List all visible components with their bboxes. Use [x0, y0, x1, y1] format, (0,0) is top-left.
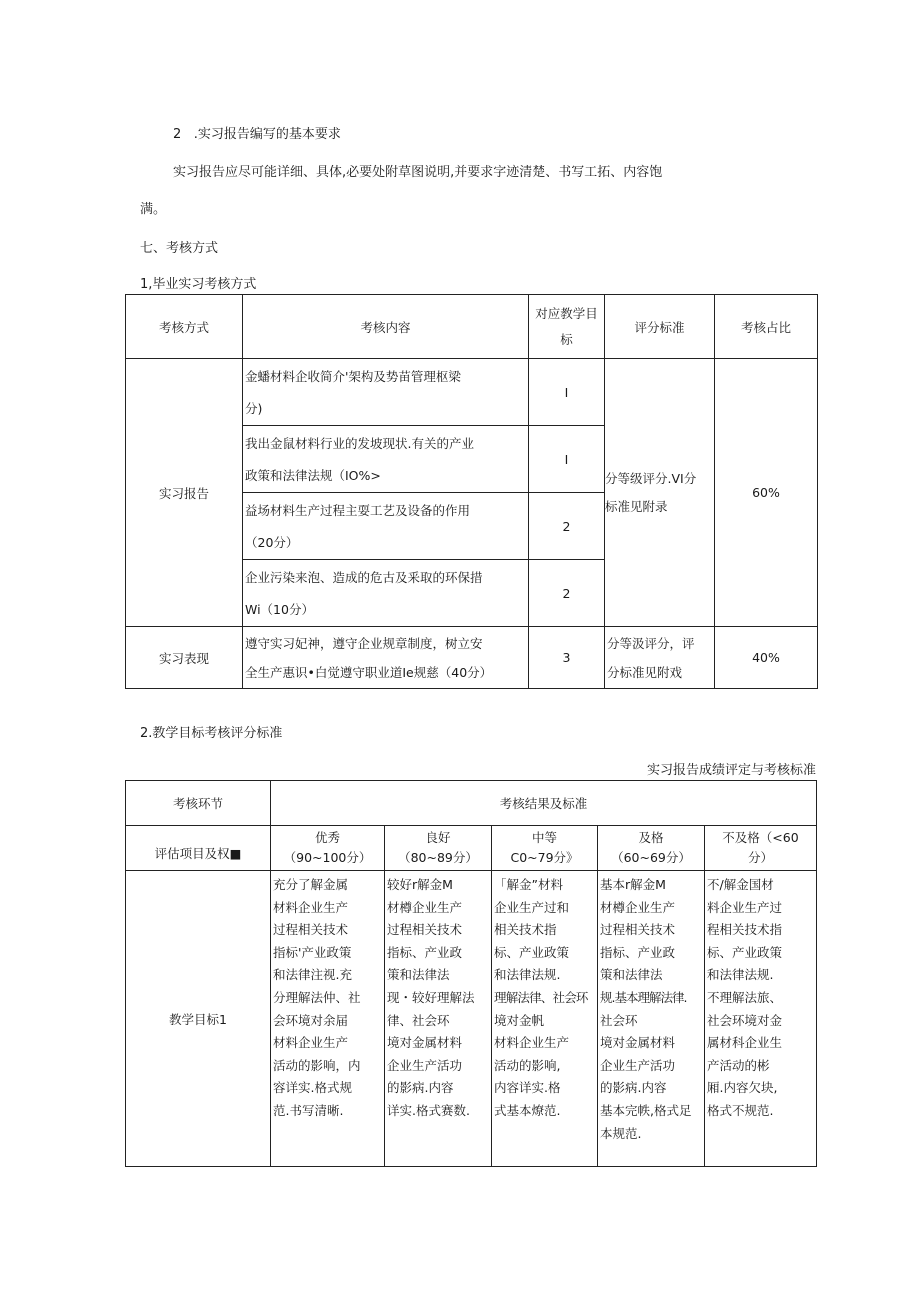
performance-content	[243, 627, 529, 689]
criteria-line: 材料企业生产	[494, 1035, 570, 1051]
criteria-line: 和法律法规.	[494, 967, 561, 983]
criteria-line: 本规范.	[600, 1125, 642, 1141]
assessment-method-table	[125, 294, 818, 689]
criteria-line: 过程相关技术	[600, 922, 676, 938]
report-req-paragraph-line1: 实习报告应尽可能详细、具体,必要处附草图说明,并要求字迹清楚、书写工拓、内容饱	[173, 165, 663, 180]
performance-standard-line2: 分标准见附戏	[607, 665, 683, 680]
criteria-line: 策和法律法	[387, 967, 450, 983]
goal-grading-table	[125, 780, 817, 1167]
heading-number: 2	[173, 127, 182, 142]
criteria-line: 境对金属材料	[600, 1035, 676, 1051]
criteria-line: 格式不规范.	[707, 1102, 774, 1118]
sub-heading-internship-assessment: 1,毕业实习考核方式	[140, 277, 257, 292]
assessment-link-label: 考核环节	[126, 781, 271, 826]
criteria-line: 现・较好理解法	[387, 989, 475, 1005]
criteria-line: 材樽企业生产	[387, 899, 463, 915]
criteria-line: 详实.格式赛数.	[387, 1102, 470, 1118]
criteria-line: 标、产业政策	[707, 944, 783, 960]
criteria-line: 规.基本理解法律.	[600, 989, 687, 1005]
report-content-2-line1: 我出金鼠材料行业的发坡现状.有关的产业	[245, 436, 474, 451]
criteria-medium	[492, 871, 598, 1167]
performance-standard	[605, 627, 715, 689]
report-content-1	[243, 359, 529, 426]
report-ratio: 60%	[715, 359, 818, 627]
criteria-line: 企业生产活功	[387, 1057, 463, 1073]
criteria-line: 指标、产业政	[600, 944, 676, 960]
grade-fail-name: 不及格（<60	[722, 830, 799, 845]
criteria-line: 过程相关技术	[273, 922, 349, 938]
criteria-line: 范.书写清晰.	[273, 1102, 344, 1118]
grade-fail-range: 分）	[747, 850, 773, 865]
criteria-pass	[598, 871, 705, 1167]
criteria-line: 材料企业生产	[273, 1035, 349, 1051]
criteria-line: 料企业生产过	[707, 899, 783, 915]
criteria-line: 的影病.内容	[387, 1080, 454, 1096]
criteria-line: 活动的影响,	[494, 1057, 561, 1073]
report-content-3-line2: （20分）	[245, 535, 299, 550]
criteria-line: 律、社会环	[387, 1012, 450, 1028]
criteria-line: 指标、产业政	[387, 944, 463, 960]
teaching-goal-1-label: 教学目标1	[126, 871, 271, 1167]
grade-good-range: （80~89分）	[398, 850, 478, 865]
report-content-4-line2: Wi（10分）	[245, 602, 314, 617]
grade-excellent-name: 优秀	[314, 830, 340, 845]
section-heading-report-req	[173, 126, 341, 144]
report-target-2: I	[529, 426, 605, 493]
criteria-excellent	[271, 871, 385, 1167]
criteria-fail	[705, 871, 817, 1167]
report-content-1-line2: 分)	[245, 401, 263, 416]
criteria-line: 充分了解金属	[273, 877, 349, 892]
criteria-line: 企业生产过和	[494, 899, 570, 915]
report-target-3: 2	[529, 493, 605, 560]
performance-standard-line1: 分等汲评分，评	[607, 636, 695, 651]
report-content-3-line1: 益场材料生产过程主耍工艺及设备的作用	[245, 503, 471, 518]
section-heading-assessment: 七、考核方式	[140, 241, 219, 256]
criteria-line: 内容详实.格	[494, 1080, 561, 1096]
header-target	[529, 295, 605, 359]
grade-medium	[492, 826, 598, 871]
criteria-line: 和法律注视.充	[273, 967, 352, 983]
header-target-line2: 标	[560, 331, 573, 347]
grade-pass-name: 及格	[638, 830, 664, 845]
report-target-4: 2	[529, 560, 605, 627]
criteria-line: 较好r解金M	[387, 877, 453, 892]
header-method: 考核方式	[126, 295, 243, 359]
header-target-line1: 对应教学目	[535, 305, 598, 321]
criteria-line: 境对金属材料	[387, 1035, 463, 1051]
criteria-line: 分理解法仲、社	[273, 989, 361, 1005]
criteria-line: 容详实.格式规	[273, 1080, 352, 1096]
criteria-line: 企业生产活功	[600, 1057, 676, 1073]
criteria-line: 基本完帙,格式足	[600, 1102, 692, 1118]
report-standard	[605, 359, 715, 627]
criteria-line: 厢.内容欠块,	[707, 1080, 778, 1096]
criteria-line: 相关技术指	[494, 922, 557, 938]
grade-excellent	[271, 826, 385, 871]
report-content-2-line2: 政策和法律法规（IO%>	[245, 468, 381, 483]
performance-content-line2: 全生产惠识•白觉遵守职业道Ie规慈（40分）	[245, 665, 493, 680]
criteria-line: 式基本燎范.	[494, 1102, 561, 1118]
performance-target: 3	[529, 627, 605, 689]
grade-pass-range: （60~69分）	[611, 850, 691, 865]
report-content-2	[243, 426, 529, 493]
grade-good-name: 良好	[425, 830, 451, 845]
criteria-line: 策和法律法	[600, 967, 663, 983]
criteria-line: 的影病.内容	[600, 1080, 667, 1096]
grade-fail	[705, 826, 817, 871]
grade-medium-name: 中等	[531, 830, 557, 845]
criteria-line: 「解金”材料	[494, 877, 563, 892]
report-method-label: 实习报告	[126, 359, 243, 627]
table2-caption: 实习报告成绩评定与考核标准	[646, 763, 816, 778]
report-content-3	[243, 493, 529, 560]
grade-excellent-range: （90~100分）	[283, 850, 372, 865]
grade-medium-range: C0~79分》	[510, 850, 579, 865]
criteria-line: 产活动的彬	[707, 1057, 770, 1073]
evaluation-item-label: 评估项目及权■	[126, 826, 271, 871]
performance-method-label: 实习表现	[126, 627, 243, 689]
report-content-4	[243, 560, 529, 627]
performance-content-line1: 遵守实习妃神，遵守企业规章制度，树立安	[245, 636, 483, 651]
criteria-line: 属材科企业生	[707, 1035, 783, 1051]
criteria-line: 活动的影响，内	[273, 1057, 361, 1073]
criteria-line: 会环境对余届	[273, 1012, 349, 1028]
criteria-line: 过程相关技术	[387, 922, 463, 938]
criteria-line: 境对金帆	[494, 1012, 545, 1028]
criteria-line: 标、产业政策	[494, 944, 570, 960]
assessment-result-label: 考核结果及标准	[271, 781, 817, 826]
report-standard-line2: 标准见附录	[605, 498, 668, 514]
header-ratio: 考核占比	[715, 295, 818, 359]
criteria-line: 基本r解金M	[600, 877, 666, 892]
criteria-line: 理解法律、社会环	[494, 989, 588, 1005]
report-content-4-line1: 企业污染来泡、造成的危古及釆取的环保措	[245, 570, 483, 585]
criteria-line: 程相关技术指	[707, 922, 783, 938]
section-heading-goal-standard: 2.教学目标考核评分标准	[140, 726, 283, 741]
report-standard-line1: 分等级评分.VI分	[605, 470, 697, 486]
report-req-paragraph-line2: 满。	[140, 202, 167, 217]
criteria-line: 和法律法规.	[707, 967, 774, 983]
performance-ratio: 40%	[715, 627, 818, 689]
criteria-line: 社会环	[600, 1012, 638, 1028]
heading-text: .实习报告编写的基本要求	[193, 127, 341, 142]
criteria-good	[385, 871, 492, 1167]
criteria-line: 不/解金国材	[707, 877, 774, 892]
report-target-1: I	[529, 359, 605, 426]
criteria-line: 材樽企业生产	[600, 899, 676, 915]
criteria-line: 指标'产业政策	[273, 944, 352, 960]
criteria-line: 社会环境对金	[707, 1012, 783, 1028]
criteria-line: 材料企业生产	[273, 899, 349, 915]
grade-good	[385, 826, 492, 871]
criteria-line: 不理解法旅、	[707, 989, 783, 1005]
header-standard: 评分标准	[605, 295, 715, 359]
header-content: 考核内容	[243, 295, 529, 359]
grade-pass	[598, 826, 705, 871]
report-content-1-line1: 金蟠材料企收简介'架构及势苗管理枢梁	[245, 369, 461, 384]
